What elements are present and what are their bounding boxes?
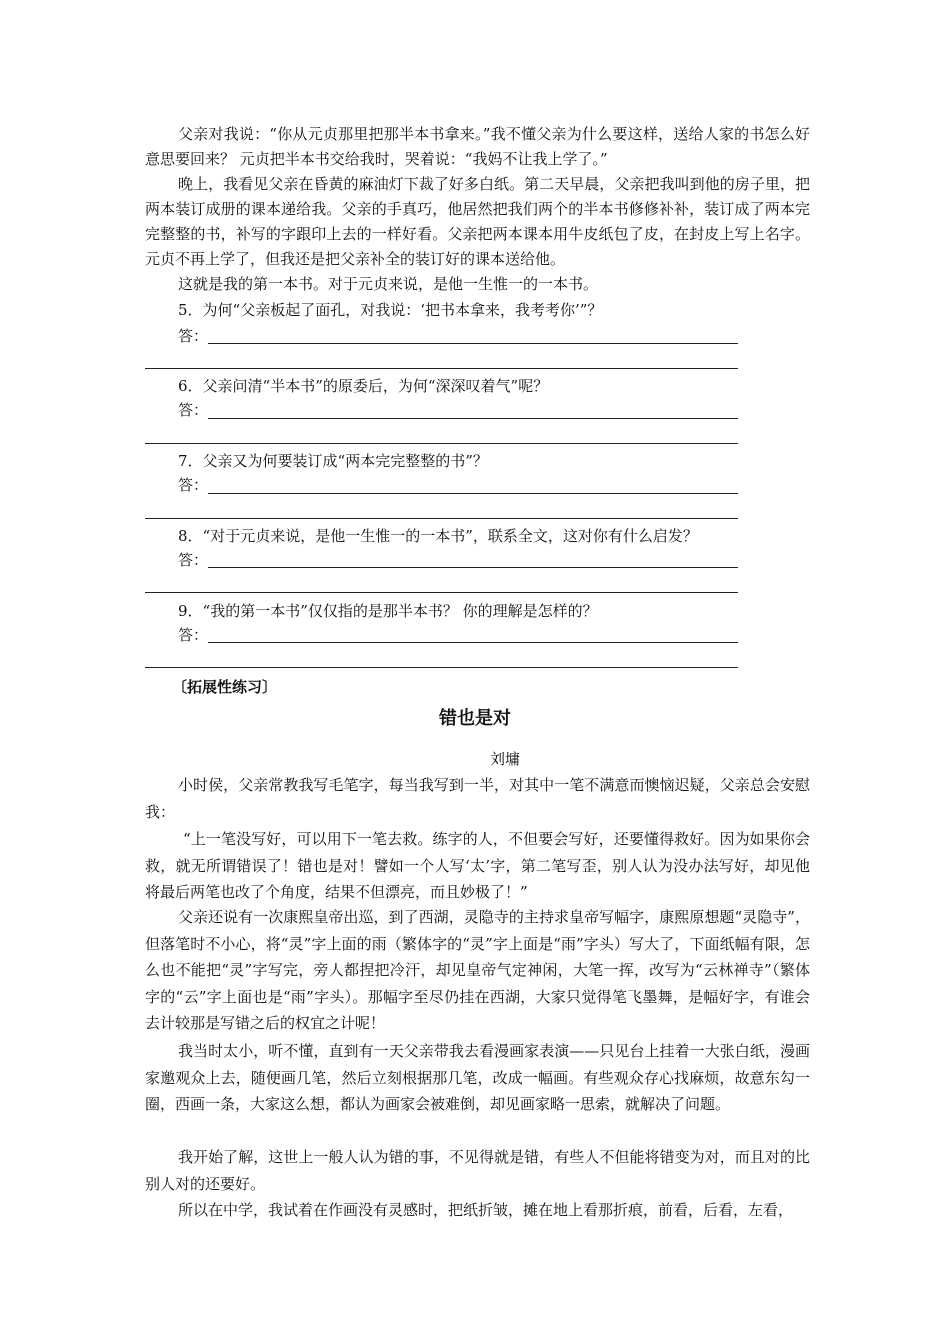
article-title: 错也是对	[439, 708, 511, 729]
question-5: 5．为何“父亲板起了面孔，对我说：‘把书本拿来，我考考你’”？	[178, 301, 603, 319]
answer-line[interactable]	[208, 493, 738, 494]
question-8: 8．“对于元贞来说，是他一生惟一的一本书”，联系全文，这对你有什么启发？	[178, 527, 698, 545]
article-paragraph: “上一笔没写好，可以用下一笔去救。练字的人，不但要会写好，还要懂得救好。因为如果你会救，就无所谓错误了！错也是对！譬如一个人写‘太’字，第二笔写歪，别人认为没办法写好，却见他将最后两笔也改了个角度，结果不但漂亮，而且妙极了！”	[145, 830, 810, 901]
passage-paragraph: 父亲对我说：“你从元贞那里把那半本书拿来。”我不懂父亲为什么要这样，送给人家的书怎么好意思要回来？ 元贞把半本书交给我时，哭着说：“我妈不让我上学了。”	[145, 125, 810, 168]
article-paragraph: 小时侯，父亲常教我写毛笔字，每当我写到一半，对其中一笔不满意而懊恼迟疑，父亲总会安慰我：	[145, 776, 810, 821]
section-label: 〔拓展性练习〕	[172, 678, 278, 696]
answer-label-7: 答：	[178, 476, 209, 494]
question-6: 6．父亲问清“半本书”的原委后，为何“深深叹着气”呢？	[178, 377, 549, 395]
answer-line[interactable]	[145, 368, 738, 369]
question-7: 7．父亲又为何要装订成“两本完完整整的书”？	[178, 452, 488, 470]
question-9: 9．“我的第一本书”仅仅指的是那半本书？ 你的理解是怎样的？	[178, 602, 598, 620]
answer-label-9: 答：	[178, 626, 209, 644]
answer-label-8: 答：	[178, 551, 209, 569]
passage-paragraph: 这就是我的第一本书。对于元贞来说，是他一生惟一的一本书。	[178, 275, 599, 293]
article-paragraph: 所以在中学，我试着在作画没有灵感时，把纸折皱，摊在地上看那折痕，前看，后看，左看，	[178, 1201, 794, 1219]
answer-line[interactable]	[145, 667, 738, 668]
answer-line[interactable]	[145, 443, 738, 444]
article-paragraph: 我当时太小，听不懂，直到有一天父亲带我去看漫画家表演——只见台上挂着一大张白纸，漫画家邀观众上去，随便画几笔，然后立刻根据那几笔，改成一幅画。有些观众存心找麻烦，故意东勾一圈，西画一条，大家这么想，都认为画家会被难倒，却见画家略一思索，就解决了问题。	[145, 1042, 810, 1113]
answer-line[interactable]	[208, 343, 738, 344]
answer-line[interactable]	[208, 418, 738, 419]
answer-label-6: 答：	[178, 401, 209, 419]
article-author: 刘墉	[489, 750, 520, 768]
answer-line[interactable]	[208, 567, 738, 568]
answer-line[interactable]	[145, 518, 738, 519]
answer-label-5: 答：	[178, 327, 209, 345]
answer-line[interactable]	[208, 642, 738, 643]
passage-paragraph: 晚上，我看见父亲在昏黄的麻油灯下裁了好多白纸。第二天早晨，父亲把我叫到他的房子里，把两本装订成册的课本递给我。父亲的手真巧，他居然把我们两个的半本书修修补补，装订成了两本完完整整的书，补写的字跟印上去的一样好看。父亲把两本课本用牛皮纸包了皮，在封皮上写上名字。元贞不再上学了，但我还是把父亲补全的装订好的课本送给他。	[145, 175, 810, 268]
answer-line[interactable]	[145, 592, 738, 593]
article-paragraph: 父亲还说有一次康熙皇帝出巡，到了西湖，灵隐寺的主持求皇帝写幅字，康熙原想题“灵隐寺”，但落笔时不小心，将“灵”字上面的雨（繁体字的“灵”字上面是“雨”字头）写大了，下面纸幅有限，怎么也不能把“灵”字写完，旁人都捏把冷汗，却见皇帝气定神闲，大笔一挥，改写为“云林禅寺”（繁体字的“云”字上面也是“雨”字头）。那幅字至尽仍挂在西湖，大家只觉得笔飞墨舞，是幅好字，有谁会去计较那是写错之后的权宜之计呢！	[145, 908, 810, 1032]
article-paragraph: 我开始了解，这世上一般人认为错的事，不见得就是错，有些人不但能将错变为对，而且对的比别人对的还要好。	[145, 1148, 810, 1193]
